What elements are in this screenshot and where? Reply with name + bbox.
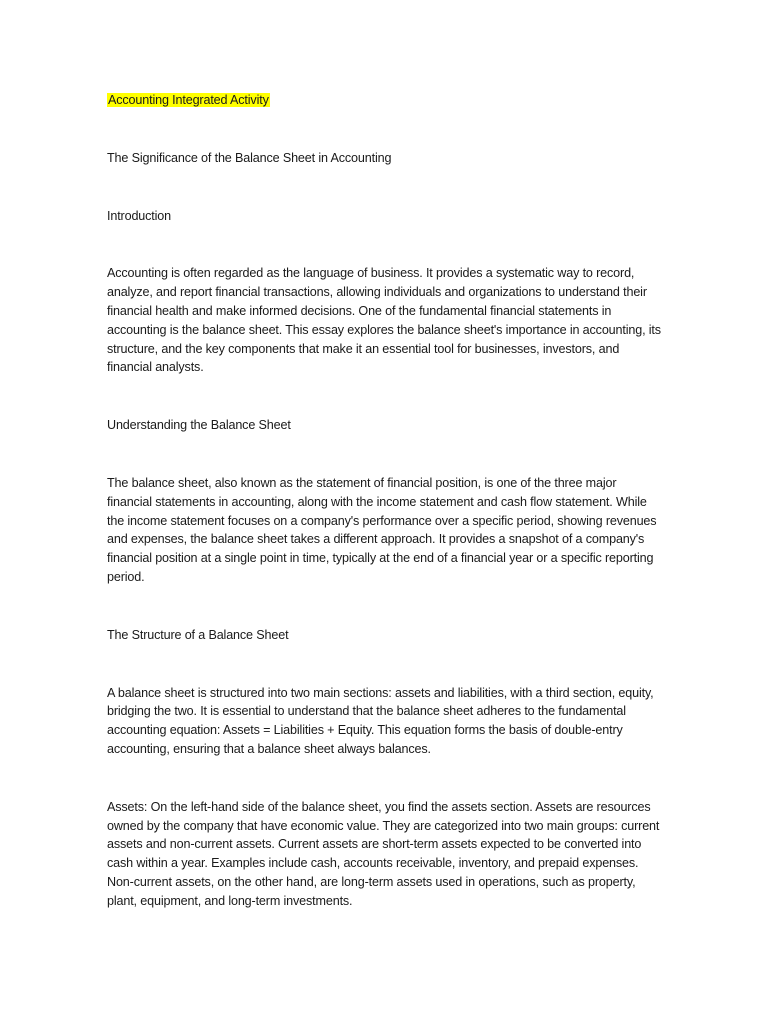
paragraph-structure: A balance sheet is structured into two main sections: assets and liabilities, with a third section, equity, bridging the two. It is essential to understand that the balance sheet adheres to the fundamental accounting equation: Assets = Liabilities + Equity. This equation forms the basis of double-entry accounting, ensuring that a balance sheet always balances.: [107, 685, 654, 756]
highlighted-title-text: Accounting Integrated Activity: [108, 93, 269, 107]
section-heading-structure: The Structure of a Balance Sheet: [107, 627, 289, 642]
section-heading-understanding: Understanding the Balance Sheet: [107, 418, 291, 433]
document-title: [107, 91, 663, 110]
essay-title: The Significance of the Balance Sheet in Accounting: [107, 150, 392, 165]
paragraph-understanding: The balance sheet, also known as the statement of financial position, is one of the three major financial statements in accounting, along with the income statement and cash flow statement. While the income statement focuses on a company's performance over a specific period, showing revenues and expenses, the balance sheet takes a different approach. It provides a snapshot of a company's financial position at a single point in time, typically at the end of a financial year or a specific reporting period.: [107, 475, 657, 584]
section-heading-introduction: Introduction: [107, 208, 172, 223]
paragraph-assets: Assets: On the left-hand side of the balance sheet, you find the assets section. Assets are resources owned by the company that have economic value. They are categorized into two main groups: current assets and non-current assets. Current assets are short-term assets expected to be converted into cash within a year. Examples include cash, accounts receivable, inventory, and prepaid expenses. Non-current assets, on the other hand, are long-term assets used in operations, such as property, plant, equipment, and long-term investments.: [107, 799, 660, 908]
document-body: [107, 91, 663, 911]
paragraph-introduction: Accounting is often regarded as the language of business. It provides a systematic way to record, analyze, and report financial transactions, allowing individuals and organizations to understand their financial health and make informed decisions. One of the fundamental financial statements in accounting is the balance sheet. This essay explores the balance sheet's importance in accounting, its structure, and the key components that make it an essential tool for businesses, investors, and financial analysts.: [107, 266, 661, 375]
